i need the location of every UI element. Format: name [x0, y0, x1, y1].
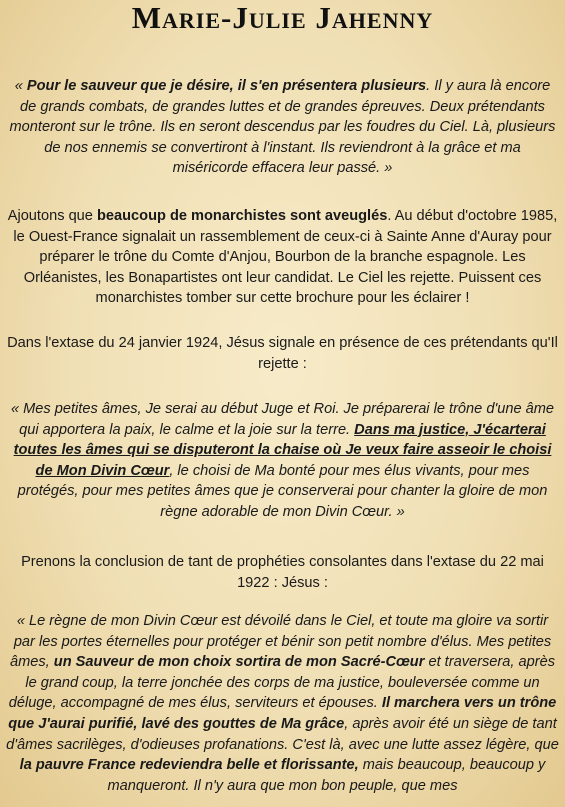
p6-mid-1: et traversera, après le grand coup, la terre jonchée des corps de ma justice, bouleversée comme un déluge, accompagné de mes élus, serviteurs et épouses.: [8, 654, 555, 712]
p4-rest: , le choisi de Ma bonté pour mes élus vivants, pour mes protégés, pour mes petites âmes que je conserverai pour chanter la gloire de mon règne adorable de mon Divin Cœur. »: [17, 462, 548, 520]
p2-start: Ajoutons que: [7, 208, 97, 224]
quote-open: «: [14, 78, 27, 94]
paragraph-extase-1924: Dans l'extase du 24 janvier 1924, Jésus signale en présence de ces prétendants qu'Il rejette :: [7, 335, 558, 372]
page-title: Marie-Julie Jahenny: [131, 0, 434, 35]
p2-bold: beaucoup de monarchistes sont aveuglés: [96, 208, 388, 224]
p6-mid-2: , après avoir été un siège de tant d'âmes sacrilèges, d'odieuses profanations. C'est là, avec une lutte assez légère, que: [6, 715, 559, 753]
p6-bold-2: Il marchera vers un trône que J'aurai purifié, lavé des gouttes de Ma grâce: [8, 695, 557, 732]
p6-start: « Le règne de mon Divin Cœur est dévoilé dans le Ciel, et toute ma gloire va sortir par les portes éternelles pour protéger et bénir son petit nombre d'élus. Mes petites âmes,: [10, 613, 552, 671]
paragraph-extase-1922: Prenons la conclusion de tant de prophéties consolantes dans l'extase du 22 mai 1922 : Jésus :: [21, 554, 544, 591]
p2-rest: . Au début d'octobre 1985, le Ouest-France signalait un rassemblement de ceux-ci à Sainte Anne d'Auray pour préparer le trône du Comte d'Anjou, Bourbon de la branche espagnole. Les Orléanistes, les Bonapartistes ont leur candidat. Le Ciel les rejette. Puissent ces monarchistes tomber sur cette brochure pour les éclairer !: [13, 208, 558, 307]
quote-1-bold: Pour le sauveur que je désire, il s'en présentera plusieurs: [26, 78, 427, 94]
p6-bold-1: un Sauveur de mon choix sortira de mon Sacré-Cœur: [53, 654, 425, 671]
paragraph-monarchists: [6, 206, 559, 309]
quote-paragraph-1: [6, 76, 559, 179]
quote-1-rest: . Il y aura là encore de grands combats, de grandes luttes et de grandes épreuves. Deux prétendants monteront sur le trône. Ils en seront descendus par les foudres du Ciel. Là, plusieurs de nos ennemis se convertiront à l'instant. Ils reviendront à la grâce et ma miséricorde effacera leur passé. »: [9, 78, 556, 177]
quote-paragraph-3: [6, 611, 559, 796]
quote-paragraph-2: [6, 399, 559, 523]
p4-bold: Dans ma justice, J'écarterai toutes les âmes qui se disputeront la chaise où Je veux faire asseoir le choisi de Mon Divin Cœur: [13, 421, 552, 479]
p6-bold-3: la pauvre France redeviendra belle et florissante,: [19, 757, 359, 774]
p6-rest: mais beaucoup, beaucoup y manqueront. Il n'y aura que mon bon peuple, que mes: [107, 757, 546, 794]
p4-start: « Mes petites âmes, Je serai au début Juge et Roi. Je préparerai le trône d'une âme qui apportera la paix, le calme et la joie sur la terre.: [10, 401, 555, 438]
